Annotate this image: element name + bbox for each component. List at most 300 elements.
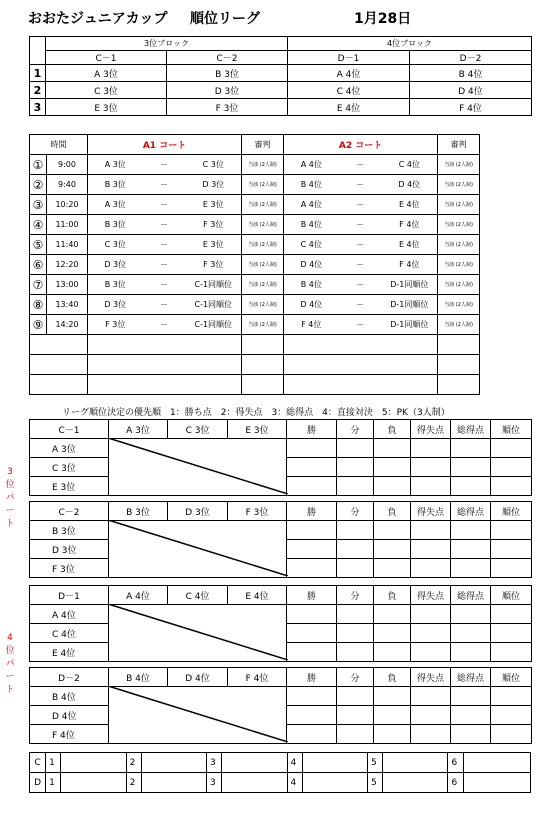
home-team: A 3位 <box>88 195 143 215</box>
vs-dash: － <box>339 295 382 315</box>
rank-entry <box>222 773 287 793</box>
team-name: B 4位 <box>30 687 109 706</box>
referee: 当該 (2人制) <box>438 295 480 315</box>
referee: 当該 (2人制) <box>242 275 284 295</box>
vs-dash: － <box>143 235 186 255</box>
score-cell <box>168 477 228 496</box>
league-team-row <box>30 477 532 496</box>
stat-cell <box>287 477 337 496</box>
stat-cell <box>411 559 451 578</box>
league-team-row <box>30 605 532 624</box>
league-team-row <box>30 521 532 540</box>
stat-cell <box>287 624 337 643</box>
referee: 当該 (2人制) <box>438 215 480 235</box>
score-cell <box>109 725 168 744</box>
schedule-row <box>30 215 532 235</box>
vs-dash: － <box>143 215 186 235</box>
part-4-label: 4 位 パ ー ト <box>5 633 15 695</box>
score-cell <box>228 439 287 458</box>
rank-entry <box>383 753 448 773</box>
league-header-row <box>30 420 532 439</box>
referee: 当該 (2人制) <box>242 235 284 255</box>
away-team: F 3位 <box>186 215 242 235</box>
stat-cell <box>287 439 337 458</box>
match-number: ② <box>30 175 47 195</box>
stat-cell <box>491 706 532 725</box>
score-cell <box>168 559 228 578</box>
rank-entry <box>463 753 530 773</box>
home-team: C 4位 <box>284 235 339 255</box>
stat-cell <box>411 725 451 744</box>
team-name: A 3位 <box>30 439 109 458</box>
block-corner <box>30 37 46 65</box>
team-cell: A 4位 <box>288 65 410 82</box>
block-row <box>30 99 532 116</box>
row-number: 1 <box>30 65 46 82</box>
rank-entry <box>61 753 126 773</box>
schedule-row <box>30 235 532 255</box>
league-table <box>29 501 532 578</box>
rank-number: 6 <box>448 753 463 773</box>
stat-cell <box>451 643 491 662</box>
score-cell <box>168 458 228 477</box>
score-cell <box>228 725 287 744</box>
rank-entry <box>383 773 448 793</box>
league-name: D－1 <box>30 586 109 605</box>
team-cell: E 4位 <box>288 99 410 116</box>
court-a2-header: A2 コート <box>284 135 438 155</box>
team-name: A 4位 <box>30 605 109 624</box>
opponent-header: C 4位 <box>168 586 228 605</box>
match-number: ⑤ <box>30 235 47 255</box>
rank-number: 4 <box>287 773 302 793</box>
team-name: F 3位 <box>30 559 109 578</box>
stat-cell <box>491 458 532 477</box>
stat-cell <box>337 605 374 624</box>
opponent-header: F 4位 <box>228 668 287 687</box>
stat-cell <box>287 706 337 725</box>
stat-cell <box>337 477 374 496</box>
rank-number: 5 <box>367 753 382 773</box>
score-cell <box>228 521 287 540</box>
match-number: ⑥ <box>30 255 47 275</box>
stat-cell <box>411 624 451 643</box>
team-cell: B 3位 <box>167 65 288 82</box>
priority-note: リーグ順位決定の優先順 1：勝ち点 2：得失点 3：総得点 4：直接対決 5：PK（3人制） <box>62 408 450 418</box>
team-cell: F 4位 <box>410 99 532 116</box>
stat-cell <box>287 458 337 477</box>
league-header-row <box>30 586 532 605</box>
stat-cell <box>491 725 532 744</box>
vs-dash: － <box>143 295 186 315</box>
stat-cell <box>337 458 374 477</box>
stat-cell <box>451 687 491 706</box>
stat-cell <box>491 643 532 662</box>
score-cell <box>228 687 287 706</box>
schedule-row <box>30 155 532 175</box>
vs-dash: － <box>339 195 382 215</box>
stat-header: 負 <box>374 420 411 439</box>
stat-cell <box>374 540 411 559</box>
stat-header: 総得点 <box>451 668 491 687</box>
away-team: C 3位 <box>186 155 242 175</box>
home-team: A 4位 <box>284 195 339 215</box>
empty-cell <box>242 335 284 355</box>
score-cell <box>109 477 168 496</box>
ref-header: 審判 <box>438 135 480 155</box>
stat-header: 総得点 <box>451 502 491 521</box>
opponent-header: E 3位 <box>228 420 287 439</box>
home-team: F 3位 <box>88 315 143 335</box>
score-cell <box>228 624 287 643</box>
match-time: 13:00 <box>47 275 88 295</box>
stat-cell <box>491 540 532 559</box>
opponent-header: C 3位 <box>168 420 228 439</box>
col-header: C－1 <box>46 51 167 65</box>
result-row <box>30 773 531 793</box>
stat-header: 得失点 <box>411 668 451 687</box>
result-label: D <box>30 773 46 793</box>
schedule-row <box>30 275 532 295</box>
row-number: 2 <box>30 82 46 99</box>
home-team: A 4位 <box>284 155 339 175</box>
referee: 当該 (2人制) <box>242 295 284 315</box>
stat-cell <box>287 559 337 578</box>
rank-number: 4 <box>287 753 302 773</box>
stat-header: 負 <box>374 586 411 605</box>
doc-subtitle: 順位リーグ <box>190 11 260 27</box>
result-row <box>30 753 531 773</box>
score-cell <box>168 687 228 706</box>
empty-cell <box>438 375 480 395</box>
away-team: E 3位 <box>186 195 242 215</box>
schedule-row <box>30 255 532 275</box>
away-team: E 4位 <box>382 195 438 215</box>
rank-number: 1 <box>46 773 61 793</box>
referee: 当該 (2人制) <box>438 175 480 195</box>
rank-entry <box>463 773 530 793</box>
vs-dash: － <box>339 315 382 335</box>
empty-cell <box>438 335 480 355</box>
score-cell <box>109 706 168 725</box>
away-team: E 4位 <box>382 235 438 255</box>
team-name: D 3位 <box>30 540 109 559</box>
stat-cell <box>337 540 374 559</box>
stat-cell <box>337 521 374 540</box>
home-team: D 3位 <box>88 255 143 275</box>
stat-cell <box>374 605 411 624</box>
vs-dash: － <box>339 275 382 295</box>
away-team: E 3位 <box>186 235 242 255</box>
schedule-table <box>29 134 532 395</box>
league-team-row <box>30 624 532 643</box>
home-team: B 4位 <box>284 215 339 235</box>
stat-cell <box>374 725 411 744</box>
schedule-row <box>30 195 532 215</box>
block-row <box>30 82 532 99</box>
stat-cell <box>374 687 411 706</box>
stat-cell <box>337 559 374 578</box>
home-team: B 3位 <box>88 275 143 295</box>
away-team: F 4位 <box>382 255 438 275</box>
vs-dash: － <box>143 255 186 275</box>
away-team: F 4位 <box>382 215 438 235</box>
stat-cell <box>337 687 374 706</box>
stat-header: 得失点 <box>411 586 451 605</box>
team-cell: F 3位 <box>167 99 288 116</box>
home-team: C 3位 <box>88 235 143 255</box>
empty-cell <box>242 355 284 375</box>
schedule-row <box>30 175 532 195</box>
stat-cell <box>374 477 411 496</box>
stat-cell <box>451 605 491 624</box>
rank-number: 5 <box>367 773 382 793</box>
stat-cell <box>411 643 451 662</box>
col-header: C－2 <box>167 51 288 65</box>
stat-cell <box>451 706 491 725</box>
stat-cell <box>337 439 374 458</box>
match-number: ① <box>30 155 47 175</box>
league-team-row <box>30 643 532 662</box>
stat-header: 分 <box>337 668 374 687</box>
empty-cell <box>30 375 88 395</box>
stat-cell <box>451 458 491 477</box>
home-team: B 4位 <box>284 175 339 195</box>
team-name: B 3位 <box>30 521 109 540</box>
stat-header: 得失点 <box>411 502 451 521</box>
doc-title: おおたジュニアカップ <box>28 11 168 27</box>
stat-cell <box>337 725 374 744</box>
stat-cell <box>491 687 532 706</box>
court-a1-header: A1 コート <box>88 135 242 155</box>
league-team-row <box>30 458 532 477</box>
league-header-row <box>30 502 532 521</box>
stat-cell <box>411 477 451 496</box>
away-team: D 3位 <box>186 175 242 195</box>
score-cell <box>228 605 287 624</box>
stat-header: 勝 <box>287 502 337 521</box>
empty-cell <box>284 355 438 375</box>
team-cell: D 3位 <box>167 82 288 99</box>
rank-number: 1 <box>46 753 61 773</box>
opponent-header: F 3位 <box>228 502 287 521</box>
team-cell: B 4位 <box>410 65 532 82</box>
stat-header: 得失点 <box>411 420 451 439</box>
team-name: D 4位 <box>30 706 109 725</box>
vs-dash: － <box>339 215 382 235</box>
empty-cell <box>284 335 438 355</box>
col-header: D－2 <box>410 51 532 65</box>
referee: 当該 (2人制) <box>438 315 480 335</box>
stat-header: 分 <box>337 420 374 439</box>
schedule-empty-row <box>30 335 532 355</box>
team-cell: C 4位 <box>288 82 410 99</box>
score-cell <box>109 687 168 706</box>
league-name: C－2 <box>30 502 109 521</box>
stat-header: 勝 <box>287 420 337 439</box>
block-row <box>30 65 532 82</box>
referee: 当該 (2人制) <box>438 235 480 255</box>
league-team-row <box>30 559 532 578</box>
away-team: C-1同順位 <box>186 275 242 295</box>
opponent-header: D 4位 <box>168 668 228 687</box>
score-cell <box>109 559 168 578</box>
team-cell: A 3位 <box>46 65 167 82</box>
schedule-empty-row <box>30 375 532 395</box>
stat-cell <box>287 540 337 559</box>
opponent-header: D 3位 <box>168 502 228 521</box>
stat-cell <box>374 706 411 725</box>
team-cell: E 3位 <box>46 99 167 116</box>
away-team: C-1同順位 <box>186 315 242 335</box>
league-table <box>29 419 532 496</box>
score-cell <box>168 521 228 540</box>
rank-number: 2 <box>126 773 141 793</box>
opponent-header: A 3位 <box>109 420 168 439</box>
referee: 当該 (2人制) <box>438 275 480 295</box>
rank-number: 3 <box>207 773 222 793</box>
stat-header: 総得点 <box>451 420 491 439</box>
empty-cell <box>88 375 242 395</box>
stat-header: 負 <box>374 668 411 687</box>
referee: 当該 (2人制) <box>242 255 284 275</box>
team-cell: C 3位 <box>46 82 167 99</box>
home-team: B 3位 <box>88 215 143 235</box>
team-cell: D 4位 <box>410 82 532 99</box>
team-name: C 4位 <box>30 624 109 643</box>
match-time: 14:20 <box>47 315 88 335</box>
vs-dash: － <box>143 195 186 215</box>
stat-cell <box>287 725 337 744</box>
rank-entry <box>61 773 126 793</box>
col-header: D－1 <box>288 51 410 65</box>
match-number: ③ <box>30 195 47 215</box>
league-name: D－2 <box>30 668 109 687</box>
stat-cell <box>287 521 337 540</box>
part-3-label: 3 位 パ ー ト <box>5 467 15 529</box>
empty-cell <box>88 335 242 355</box>
vs-dash: － <box>339 155 382 175</box>
match-time: 9:00 <box>47 155 88 175</box>
empty-cell <box>438 355 480 375</box>
stat-cell <box>287 643 337 662</box>
rank-number: 6 <box>448 773 463 793</box>
rank-entry <box>302 753 367 773</box>
vs-dash: － <box>143 175 186 195</box>
team-name: E 3位 <box>30 477 109 496</box>
rank-entry <box>141 773 206 793</box>
stat-header: 勝 <box>287 668 337 687</box>
stat-cell <box>287 605 337 624</box>
away-team: F 3位 <box>186 255 242 275</box>
referee: 当該 (2人制) <box>438 195 480 215</box>
stat-cell <box>374 439 411 458</box>
schedule-header-row <box>30 135 532 155</box>
home-team: A 3位 <box>88 155 143 175</box>
stat-header: 順位 <box>491 668 532 687</box>
referee: 当該 (2人制) <box>438 155 480 175</box>
score-cell <box>168 725 228 744</box>
score-cell <box>228 540 287 559</box>
home-team: D 3位 <box>88 295 143 315</box>
score-cell <box>109 624 168 643</box>
stat-cell <box>374 559 411 578</box>
stat-cell <box>491 624 532 643</box>
empty-cell <box>30 355 88 375</box>
stat-cell <box>491 559 532 578</box>
result-table <box>29 752 531 793</box>
empty-cell <box>284 375 438 395</box>
stat-cell <box>451 477 491 496</box>
opponent-header: B 3位 <box>109 502 168 521</box>
stat-cell <box>451 439 491 458</box>
time-header: 時間 <box>30 135 88 155</box>
match-number: ⑨ <box>30 315 47 335</box>
vs-dash: － <box>339 175 382 195</box>
home-team: B 3位 <box>88 175 143 195</box>
empty-cell <box>30 335 88 355</box>
opponent-header: A 4位 <box>109 586 168 605</box>
schedule-empty-row <box>30 355 532 375</box>
home-team: F 4位 <box>284 315 339 335</box>
home-team: B 4位 <box>284 275 339 295</box>
block-table <box>29 36 532 116</box>
referee: 当該 (2人制) <box>242 315 284 335</box>
stat-cell <box>411 687 451 706</box>
score-cell <box>109 458 168 477</box>
row-number: 3 <box>30 99 46 116</box>
score-cell <box>228 477 287 496</box>
stat-header: 分 <box>337 586 374 605</box>
score-cell <box>228 643 287 662</box>
referee: 当該 (2人制) <box>242 195 284 215</box>
referee: 当該 (2人制) <box>242 215 284 235</box>
empty-cell <box>88 355 242 375</box>
stat-header: 順位 <box>491 502 532 521</box>
match-time: 11:00 <box>47 215 88 235</box>
score-cell <box>109 643 168 662</box>
schedule-row <box>30 315 532 335</box>
league-team-row <box>30 725 532 744</box>
league-name: C－1 <box>30 420 109 439</box>
stat-cell <box>411 706 451 725</box>
match-time: 12:20 <box>47 255 88 275</box>
stat-cell <box>411 540 451 559</box>
stat-cell <box>451 725 491 744</box>
stat-cell <box>411 605 451 624</box>
score-cell <box>168 605 228 624</box>
league-team-row <box>30 687 532 706</box>
vs-dash: － <box>143 155 186 175</box>
stat-cell <box>287 687 337 706</box>
referee: 当該 (2人制) <box>242 155 284 175</box>
vs-dash: － <box>143 315 186 335</box>
league-table <box>29 667 532 744</box>
score-cell <box>109 540 168 559</box>
stat-cell <box>411 458 451 477</box>
score-cell <box>168 706 228 725</box>
rank-entry <box>141 753 206 773</box>
rank-entry <box>302 773 367 793</box>
score-cell <box>228 458 287 477</box>
group3-header: 3位ブロック <box>46 37 288 51</box>
stat-header: 分 <box>337 502 374 521</box>
away-team: D-1同順位 <box>382 315 438 335</box>
team-name: C 3位 <box>30 458 109 477</box>
team-name: F 4位 <box>30 725 109 744</box>
match-time: 13:40 <box>47 295 88 315</box>
match-time: 10:20 <box>47 195 88 215</box>
